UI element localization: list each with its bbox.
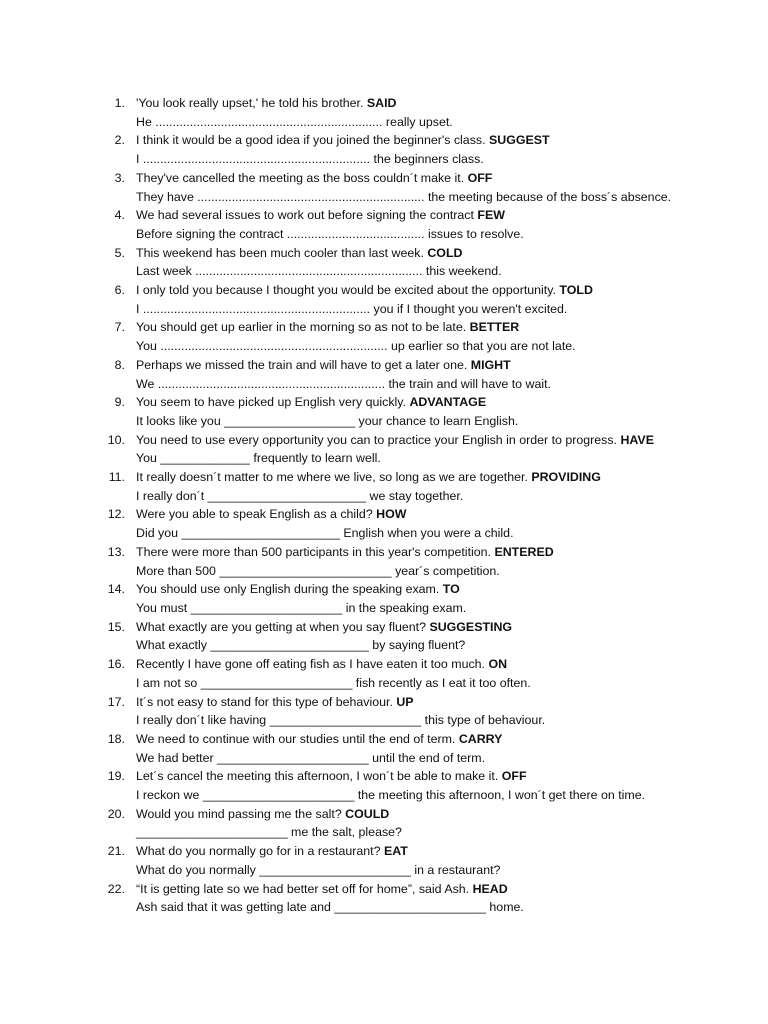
answer-line: We .................................................................. the train and will have to wait. [136,376,551,391]
prompt-line [136,281,768,300]
item-number: 8. [114,357,125,372]
prompt-sentence: It really doesn´t matter to me where we live, so long as we are together. [136,470,528,485]
answer-line: ______________________ me the salt, please? [136,825,402,840]
keyword: EAT [383,844,408,859]
prompt-line [136,767,768,786]
prompt-line [136,169,768,188]
keyword: TOLD [559,283,593,298]
answer-line: Last week .................................................................. this weekend. [136,264,502,279]
prompt-line [136,431,768,450]
item-number: 20. [107,806,125,821]
keyword: ENTERED [494,544,554,559]
item-number: 17. [107,694,125,709]
prompt-sentence: I think it would be a good idea if you joined the beginner's class. [136,133,486,148]
prompt-line [136,356,768,375]
answer-line: We had better ______________________ until the end of term. [136,750,486,765]
prompt-sentence: Would you mind passing me the salt? [136,806,342,821]
answer-line: Ash said that it was getting late and ______________________ home. [136,900,524,915]
answer-line: I reckon we ______________________ the meeting this afternoon, I won´t get there on time. [136,788,646,803]
exercise-item [0,393,768,430]
prompt-sentence: You should get up earlier in the morning so as not to be late. [136,320,467,335]
answer-line: They have .................................................................. the meeting because of the boss´s absence. [136,189,672,204]
prompt-line [136,655,768,674]
exercise-item [0,580,768,617]
prompt-sentence: What exactly are you getting at when you say fluent? [136,619,426,634]
prompt-line [136,693,768,712]
item-number: 10. [107,432,125,447]
prompt-line [136,880,768,899]
prompt-line [136,206,768,225]
prompt-sentence: “It is getting late so we had better set off for home”, said Ash. [136,881,470,896]
exercise-item [0,206,768,243]
exercise-item [0,169,768,206]
prompt-sentence: I only told you because I thought you would be excited about the opportunity. [136,283,556,298]
exercise-item [0,842,768,879]
prompt-line [136,94,768,113]
answer-line: What exactly _______________________ by saying fluent? [136,638,466,653]
prompt-sentence: Let´s cancel the meeting this afternoon, I won´t be able to make it. [136,769,499,784]
answer-line: I really don´t like having ______________________ this type of behaviour. [136,713,546,728]
item-number: 7. [114,320,125,335]
keyword: OFF [467,170,493,185]
exercise-item [0,94,768,131]
item-number: 2. [114,133,125,148]
exercise-item [0,880,768,917]
keyword: TO [442,582,460,597]
item-number: 18. [107,731,125,746]
prompt-sentence: What do you normally go for in a restaurant? [136,844,381,859]
exercise-list [0,94,768,917]
keyword: SAID [366,96,397,110]
exercise-item [0,767,768,804]
answer-line: Did you _______________________ English when you were a child. [136,526,514,541]
answer-line: I really don´t _______________________ we stay together. [136,488,464,503]
prompt-line [136,244,768,263]
exercise-item [0,281,768,318]
keyword: COULD [345,806,390,821]
item-number: 15. [107,619,125,634]
prompt-sentence: They've cancelled the meeting as the boss couldn´t make it. [136,170,465,185]
exercise-item [0,693,768,730]
exercise-item [0,730,768,767]
prompt-sentence: Were you able to speak English as a child? [136,507,373,522]
answer-line: Before signing the contract ........................................ issues to resolve. [136,226,524,241]
exercise-item [0,618,768,655]
prompt-sentence: There were more than 500 participants in this year's competition. [136,544,491,559]
exercise-item [0,318,768,355]
item-number: 9. [114,395,125,410]
keyword: COLD [427,245,463,260]
item-number: 12. [107,507,125,522]
answer-line: He .................................................................. really upset. [136,114,453,129]
item-number: 5. [114,245,125,260]
exercise-item [0,431,768,468]
keyword: HEAD [472,881,508,896]
prompt-sentence: You seem to have picked up English very quickly. [136,395,406,410]
prompt-sentence: You should use only English during the speaking exam. [136,582,440,597]
item-number: 1. [114,96,125,110]
keyword: SUGGEST [488,133,550,148]
keyword: HOW [376,507,407,522]
prompt-line [136,468,768,487]
keyword: BETTER [469,320,520,335]
answer-line: It looks like you ___________________ your chance to learn English. [136,413,519,428]
exercise-item [0,131,768,168]
exercise-item [0,468,768,505]
prompt-line [136,393,768,412]
item-number: 6. [114,283,125,298]
exercise-item [0,543,768,580]
keyword: ADVANTAGE [409,395,487,410]
prompt-sentence: 'You look really upset,' he told his brother. [136,96,364,110]
prompt-line [136,543,768,562]
exercise-item [0,505,768,542]
prompt-line [136,805,768,824]
keyword: MIGHT [470,357,511,372]
prompt-sentence: Perhaps we missed the train and will have to get a later one. [136,357,468,372]
answer-line: I .................................................................. the beginners class. [136,152,484,167]
keyword: PROVIDING [531,470,601,485]
answer-line: You must ______________________ in the speaking exam. [136,600,467,615]
keyword: FEW [477,208,505,223]
keyword: UP [396,694,414,709]
item-number: 3. [114,170,125,185]
prompt-sentence: This weekend has been much cooler than last week. [136,245,424,260]
prompt-line [136,842,768,861]
item-number: 16. [107,657,125,672]
item-number: 14. [107,582,125,597]
answer-line: More than 500 _________________________ year´s competition. [136,563,500,578]
prompt-line [136,580,768,599]
prompt-sentence: We had several issues to work out before signing the contract [136,208,474,223]
prompt-sentence: We need to continue with our studies until the end of term. [136,731,456,746]
keyword: CARRY [458,731,503,746]
item-number: 11. [108,470,125,485]
keyword: SUGGESTING [429,619,513,634]
exercise-item [0,356,768,393]
answer-line: You .................................................................. up earlier so that you are not late. [136,339,576,354]
keyword: OFF [501,769,527,784]
prompt-line [136,730,768,749]
prompt-sentence: It´s not easy to stand for this type of behaviour. [136,694,393,709]
prompt-line [136,318,768,337]
answer-line: You _____________ frequently to learn well. [136,451,381,466]
prompt-line [136,618,768,637]
prompt-line [136,131,768,150]
item-number: 4. [114,208,125,223]
keyword: ON [488,657,508,672]
exercise-item [0,655,768,692]
prompt-sentence: Recently I have gone off eating fish as I have eaten it too much. [136,657,485,672]
item-number: 22. [107,881,125,896]
answer-line: I am not so ______________________ fish recently as I eat it too often. [136,675,531,690]
exercise-item [0,244,768,281]
prompt-line [136,505,768,524]
answer-line: I .................................................................. you if I thought you weren't excited. [136,301,568,316]
answer-line: What do you normally ______________________ in a restaurant? [136,862,501,877]
keyword: HAVE [620,432,654,447]
exercise-item [0,805,768,842]
item-number: 13. [107,544,125,559]
prompt-sentence: You need to use every opportunity you can to practice your English in order to progress. [136,432,617,447]
item-number: 19. [107,769,125,784]
item-number: 21. [107,844,125,859]
